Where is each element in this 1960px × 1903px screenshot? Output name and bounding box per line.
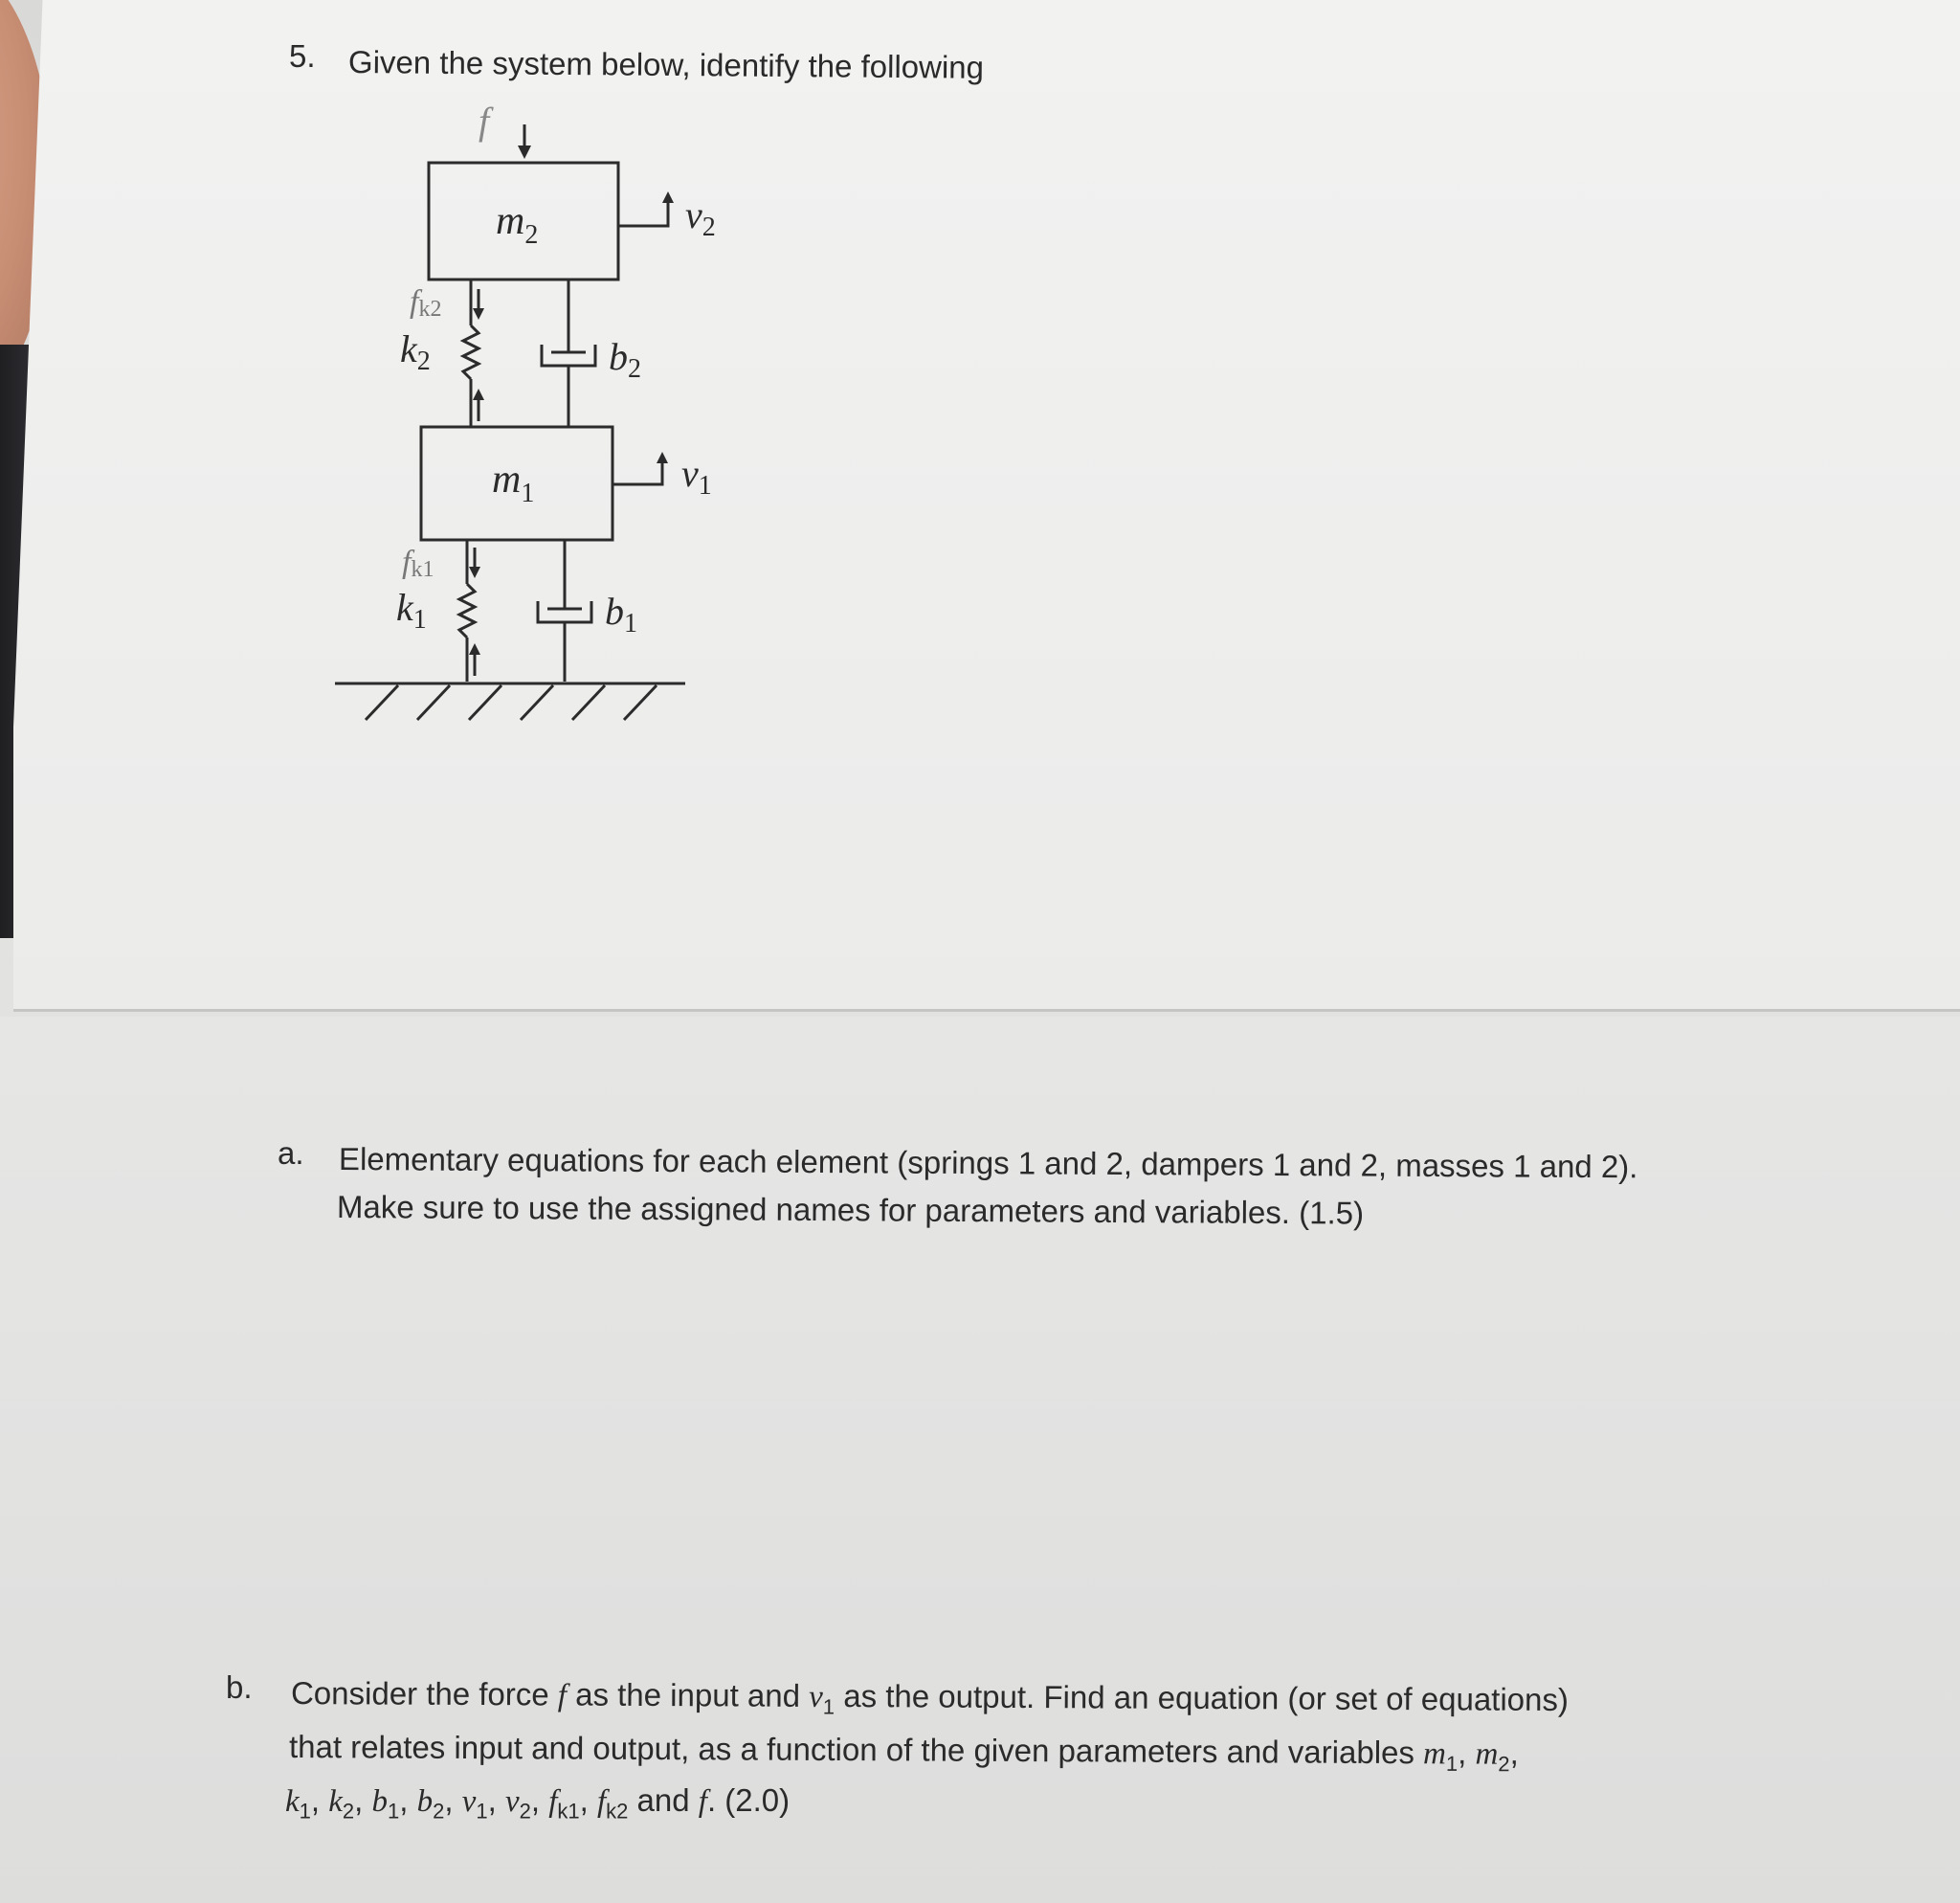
mass-upper-label: $m_2$ bbox=[496, 199, 539, 250]
spring-upper bbox=[463, 280, 479, 427]
damper-lower-label: $b_1$ bbox=[605, 590, 637, 638]
damper-lower bbox=[538, 540, 591, 682]
spring-upper-label: $k_2$ bbox=[400, 327, 431, 376]
velocity-upper-arrow bbox=[618, 191, 674, 226]
spring-lower bbox=[459, 540, 475, 682]
part-b-line2: that relates input and output, as a function of the given parameters and variables $m_1$, $m_2$, bbox=[288, 1729, 1519, 1777]
force-arrow bbox=[518, 124, 531, 159]
question-title: Given the system below, identify the following bbox=[347, 44, 985, 85]
spring-force-upper-arrows bbox=[473, 289, 484, 421]
force-label: f bbox=[479, 100, 490, 143]
spring-force-lower-arrows bbox=[469, 548, 480, 676]
ground bbox=[335, 683, 685, 720]
question-number: 5. bbox=[289, 38, 316, 74]
part-b-label: b. bbox=[226, 1669, 253, 1705]
part-a-line2: Make sure to use the assigned names for parameters and variables. (1.5) bbox=[336, 1189, 1365, 1231]
velocity-lower-arrow bbox=[612, 452, 668, 484]
damper-upper bbox=[542, 280, 595, 427]
part-b-line1: Consider the force f as the input and $v_1$ as the output. Find an equation (or set of equations) bbox=[290, 1675, 1570, 1719]
mass-lower-label: $m_1$ bbox=[492, 458, 535, 508]
part-b-line3: $k_1$, $k_2$, $b_1$, $b_2$, $v_1$, $v_2$, $f_{k1}$, $f_{k2}$ and f. (2.0) bbox=[285, 1782, 791, 1824]
spring-lower-label: $k_1$ bbox=[396, 586, 427, 635]
spring-force-upper-label: fk2 bbox=[410, 284, 442, 322]
part-a-label: a. bbox=[278, 1135, 304, 1171]
velocity-upper-label: $v_2$ bbox=[685, 193, 716, 242]
velocity-lower-label: $v_1$ bbox=[681, 452, 712, 501]
damper-upper-label: $b_2$ bbox=[609, 335, 641, 384]
spring-force-lower-label: fk1 bbox=[402, 545, 434, 582]
part-a-line1: Elementary equations for each element (springs 1 and 2, dampers 1 and 2, masses 1 and 2). bbox=[338, 1141, 1638, 1185]
